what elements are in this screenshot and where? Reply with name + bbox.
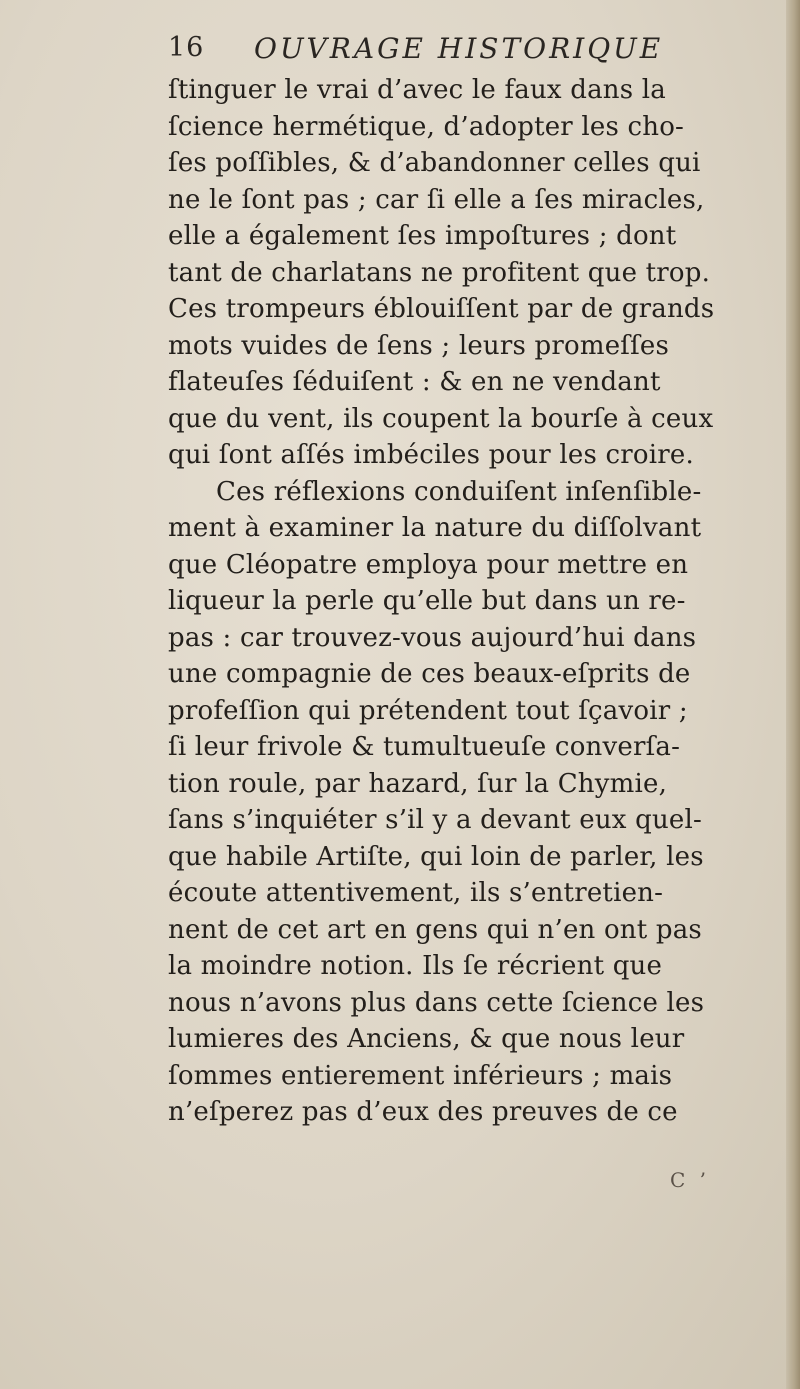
running-title: OUVRAGE HISTORIQUE <box>254 32 664 65</box>
text-line: n’eſperez pas d’eux des preuves de ce <box>168 1097 678 1127</box>
text-line: lumieres des Anciens, & que nous leur <box>168 1024 685 1054</box>
text-line: que Cléopatre employa pour mettre en <box>168 549 689 580</box>
text-line: une compagnie de ces beaux-eſprits de <box>168 659 691 689</box>
text-line: mots vuides de ſens ; leurs promeſſes <box>168 330 670 361</box>
text-line: tion roule, par hazard, ſur la Chymie, <box>168 768 668 799</box>
text-line: tant de charlatans ne profitent que trop. <box>168 257 711 288</box>
text-line: ſans s’inquiéter s’il y a devant eux quel- <box>168 805 702 835</box>
text-line: ſommes entierement inférieurs ; mais <box>168 1060 673 1091</box>
text-line: flateuſes ſéduiſent : & en ne vendant <box>168 367 661 397</box>
text-line: profeſſion qui prétendent tout ſçavoir ; <box>168 695 688 726</box>
catchword: C ’ <box>670 1168 711 1192</box>
text-line: liqueur la perle qu’elle but dans un re- <box>168 586 686 616</box>
text-line: ment à examiner la nature du diſſolvant <box>168 513 702 543</box>
page-header <box>168 28 728 72</box>
page-edge <box>786 0 800 1389</box>
text-line: nent de cet art en gens qui n’en ont pas <box>168 914 702 945</box>
text-line: que du vent, ils coupent la bourſe à ceux <box>168 403 714 434</box>
text-line: ſcience hermétique, d’adopter les cho- <box>168 111 685 142</box>
text-line: écoute attentivement, ils s’entretien- <box>168 878 664 908</box>
text-line: elle a également ſes impoſtures ; dont <box>168 221 677 251</box>
text-line: Ces réflexions conduiſent inſenſible- <box>216 476 702 507</box>
text-line: nous n’avons plus dans cette ſcience les <box>168 987 705 1018</box>
text-line: pas : car trouvez-vous aujourd’hui dans <box>168 622 697 653</box>
text-line: ſtinguer le vrai d’avec le faux dans la <box>168 75 666 105</box>
text-line: qui ſont aſſés imbéciles pour les croire. <box>168 440 694 470</box>
text-line: ne le ſont pas ; car ſi elle a ſes miracles, <box>168 184 705 215</box>
body-text <box>168 72 768 1131</box>
text-line: que habile Artiſte, qui loin de parler, les <box>168 841 704 872</box>
page-number: 16 <box>168 32 205 63</box>
text-line: ſi leur frivole & tumultueuſe converſa- <box>168 732 681 762</box>
text-line: la moindre notion. Ils ſe récrient que <box>168 951 663 981</box>
text-line: ſes poſſibles, & d’abandonner celles qui <box>168 148 701 178</box>
text-line: Ces trompeurs éblouiſſent par de grands <box>168 294 715 324</box>
